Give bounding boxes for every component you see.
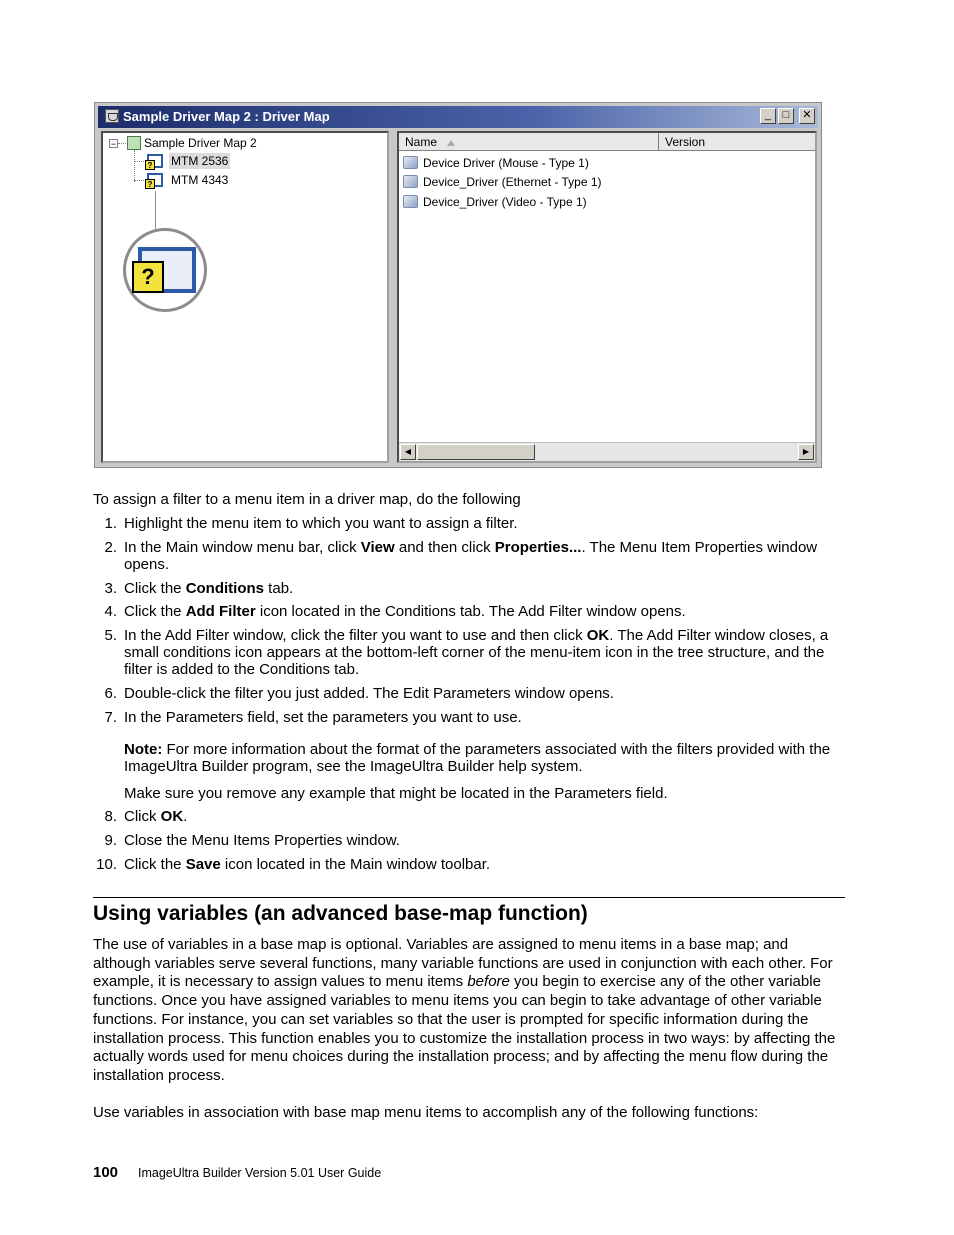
section-heading: Using variables (an advanced base-map function) — [93, 902, 588, 925]
step-number: 5. — [104, 627, 117, 644]
step-text: In the Main window menu bar, click View and then click Properties.... The Menu Item Properties window opens. — [124, 539, 818, 573]
step-number: 3. — [104, 580, 117, 597]
collapse-toggle[interactable]: − — [110, 139, 117, 149]
page-number: 100 — [93, 1164, 119, 1181]
conditions-badge-icon: ? — [145, 179, 155, 189]
step-text: Highlight the menu item to which you want to assign a filter. — [124, 515, 518, 532]
step-text: Double-click the filter you just added. The Edit Parameters window opens. — [124, 685, 614, 702]
horizontal-scrollbar[interactable] — [399, 442, 815, 461]
device-driver-icon — [403, 156, 418, 169]
step-text: In the Add Filter window, click the filter you want to use and then click OK. The Add Filter window closes, a small conditions icon appears at the bottom-left corner of the menu-item icon in the tree structure, and the filter is added to the Conditions tab. — [124, 627, 829, 678]
step-number: 2. — [104, 539, 117, 556]
step-number: 7. — [104, 709, 117, 726]
column-header-name[interactable] — [399, 133, 659, 151]
window-title: Sample Driver Map 2 : Driver Map — [123, 109, 330, 124]
column-header-name-label: Name — [405, 135, 438, 149]
step-number: 6. — [104, 685, 117, 702]
minimize-button[interactable]: _ — [760, 108, 776, 124]
maximize-button[interactable]: □ — [778, 108, 794, 124]
step-text: Close the Menu Items Properties window. — [124, 832, 400, 849]
tree-pane[interactable] — [101, 131, 389, 463]
tree-root-node[interactable]: Sample Driver Map 2 — [144, 136, 257, 150]
tree-node-mtm-4343[interactable]: MTM 4343 — [171, 173, 229, 187]
conditions-badge-icon-enlarged: ? — [132, 261, 164, 293]
sort-ascending-icon — [447, 140, 455, 146]
scroll-right-button[interactable]: ▶ — [798, 444, 814, 460]
driver-map-icon — [127, 136, 141, 150]
step-text: In the Parameters field, set the parameters you want to use. — [124, 709, 522, 726]
list-item-label: Device_Driver (Ethernet - Type 1) — [423, 175, 602, 189]
step-number: 8. — [104, 808, 117, 825]
intro-text: To assign a filter to a menu item in a driver map, do the following — [93, 491, 521, 508]
driver-map-window-icon — [105, 109, 119, 123]
scroll-left-button[interactable]: ◀ — [400, 444, 416, 460]
column-header-version[interactable]: Version — [659, 133, 815, 151]
scroll-thumb[interactable] — [417, 444, 535, 460]
note-text: For more information about the format of the parameters associated with the filters provided with the ImageUltra Builder program, see the ImageUltra Builder help system. — [124, 741, 831, 775]
list-item[interactable] — [403, 154, 589, 172]
zoom-callout-line — [155, 191, 156, 231]
step-text: Click OK. — [124, 808, 188, 825]
tree-connector — [134, 150, 135, 182]
list-item-label: Device Driver (Mouse - Type 1) — [423, 156, 589, 170]
note-label: Note: — [124, 741, 163, 758]
step-number: 1. — [104, 515, 117, 532]
step-number: 4. — [104, 603, 117, 620]
tree-node-mtm-2536[interactable]: MTM 2536 — [171, 154, 229, 168]
driver-map-window — [94, 102, 822, 468]
list-item[interactable] — [403, 173, 602, 191]
note-paragraph — [124, 741, 846, 775]
step-number: 9. — [104, 832, 117, 849]
device-driver-icon — [403, 195, 418, 208]
step-text: Click the Conditions tab. — [124, 580, 294, 597]
section-divider — [93, 897, 845, 898]
step-text: Click the Add Filter icon located in the Conditions tab. The Add Filter window opens. — [124, 603, 686, 620]
section-paragraph-1: The use of variables in a base map is optional. Variables are assigned to menu items in a base map; and although variables serve several functions, many variable functions are used in conjunction with each other. For example, it is necessary to assign values to menu items before you begin to exercise any of the other variable functions. Once you have assigned variables to menu items you can begin to take advantage of other variable functions. For instance, you can set variables so that the user is prompted for specific information during the installation process. This function enables you to customize the installation process in two ways: by affecting the actually words used for menu choices during the installation process; and by affecting the menu flow during the installation process. — [93, 936, 836, 1084]
step-number: 10. — [96, 856, 117, 873]
section-paragraph-2: Use variables in association with base map menu items to accomplish any of the following functions: — [93, 1104, 759, 1121]
close-button[interactable]: ✕ — [799, 108, 815, 124]
step-text: Click the Save icon located in the Main window toolbar. — [124, 856, 491, 873]
note-followup: Make sure you remove any example that might be located in the Parameters field. — [124, 785, 668, 802]
list-item[interactable] — [403, 193, 587, 211]
footer-title: ImageUltra Builder Version 5.01 User Guide — [138, 1166, 382, 1180]
zoom-callout — [123, 228, 207, 312]
tree-connector — [118, 143, 126, 144]
device-driver-icon — [403, 175, 418, 188]
conditions-badge-icon: ? — [145, 160, 155, 170]
window-titlebar[interactable] — [98, 106, 818, 128]
driver-list-pane[interactable] — [397, 131, 817, 463]
list-item-label: Device_Driver (Video - Type 1) — [423, 195, 587, 209]
